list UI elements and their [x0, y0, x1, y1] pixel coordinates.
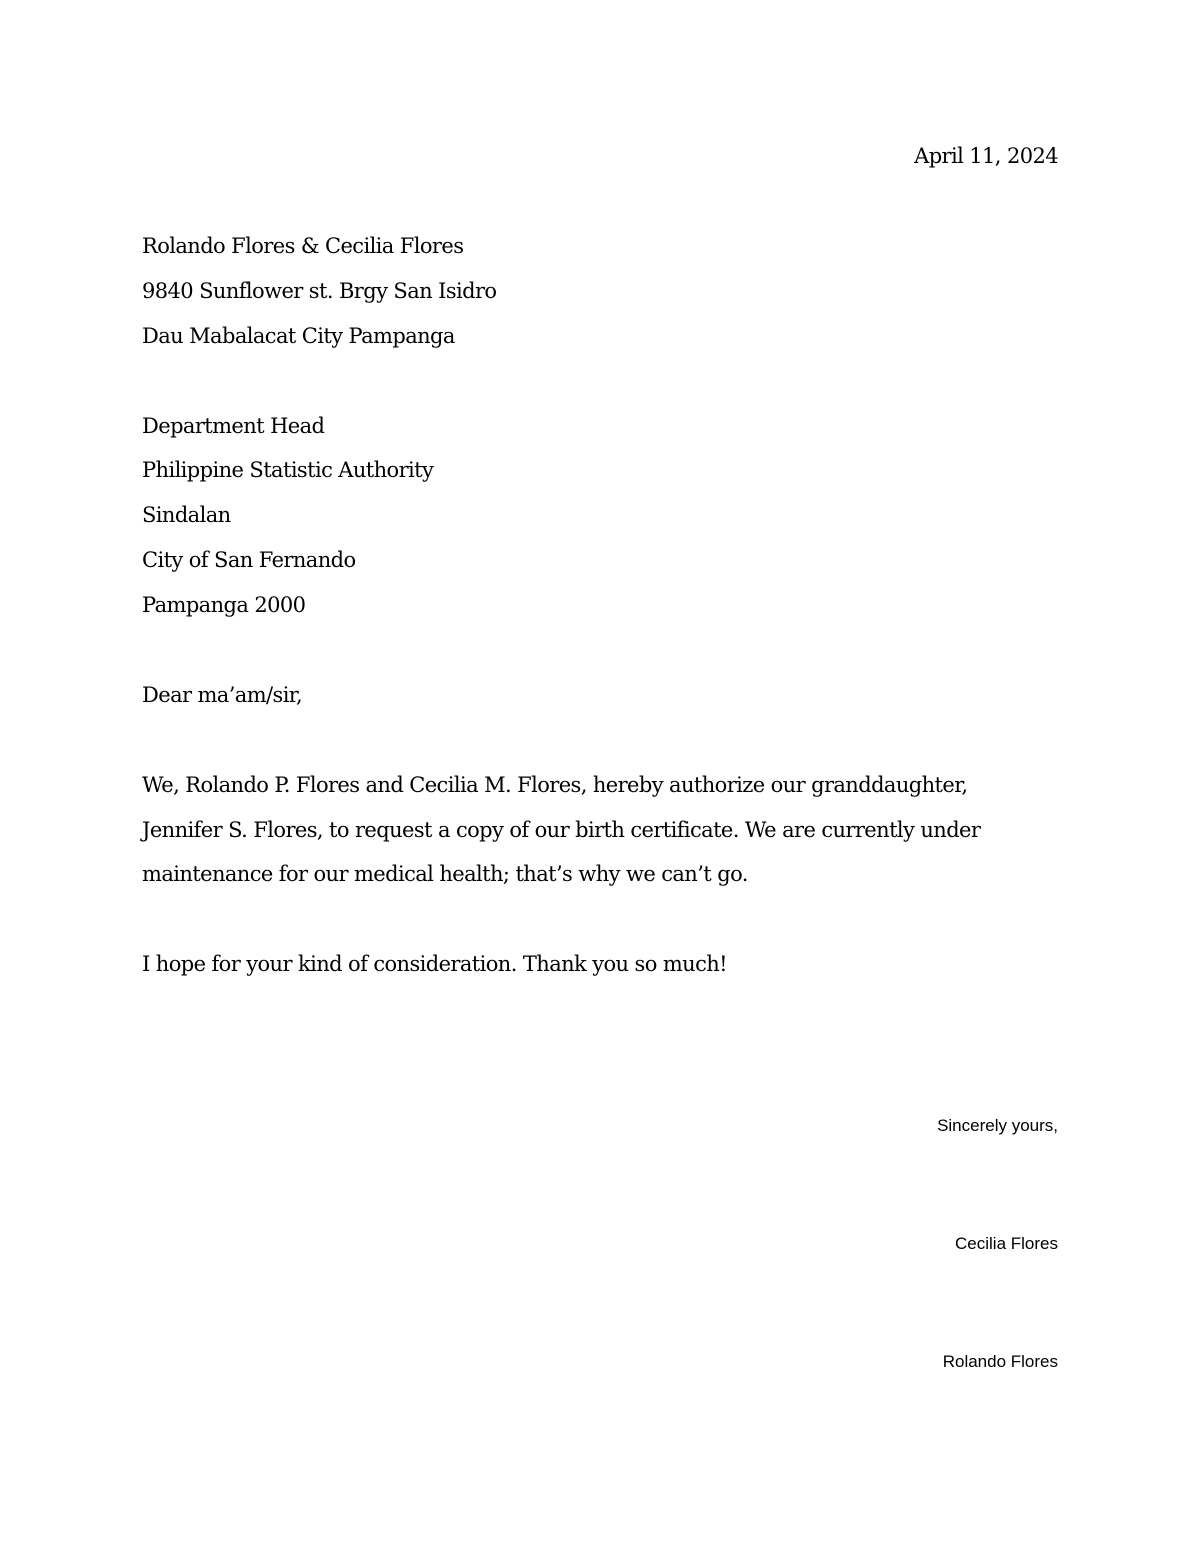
body-paragraph-1-line: Jennifer S. Flores, to request a copy of our birth certificate. We are currently under — [142, 818, 981, 842]
closing: Sincerely yours, — [937, 1116, 1058, 1135]
recipient-title: Department Head — [142, 414, 325, 438]
recipient-line1: Sindalan — [142, 503, 231, 527]
sender-address-line1: 9840 Sunflower st. Brgy San Isidro — [142, 279, 497, 303]
sender-names: Rolando Flores & Cecilia Flores — [142, 234, 464, 258]
body-paragraph-1-line: maintenance for our medical health; that’s why we can’t go. — [142, 862, 748, 886]
signatory-name: Rolando Flores — [942, 1352, 1058, 1371]
salutation: Dear ma’am/sir, — [142, 683, 303, 707]
signatory-name: Cecilia Flores — [955, 1234, 1058, 1253]
letter-date: April 11, 2024 — [914, 144, 1058, 168]
body-paragraph-1-line: We, Rolando P. Flores and Cecilia M. Flores, hereby authorize our granddaughter, — [142, 773, 968, 797]
recipient-organization: Philippine Statistic Authority — [142, 458, 434, 482]
recipient-line2: City of San Fernando — [142, 548, 356, 572]
sender-address-line2: Dau Mabalacat City Pampanga — [142, 324, 455, 348]
recipient-line3: Pampanga 2000 — [142, 593, 306, 617]
body-paragraph-2: I hope for your kind of consideration. Thank you so much! — [142, 952, 728, 976]
